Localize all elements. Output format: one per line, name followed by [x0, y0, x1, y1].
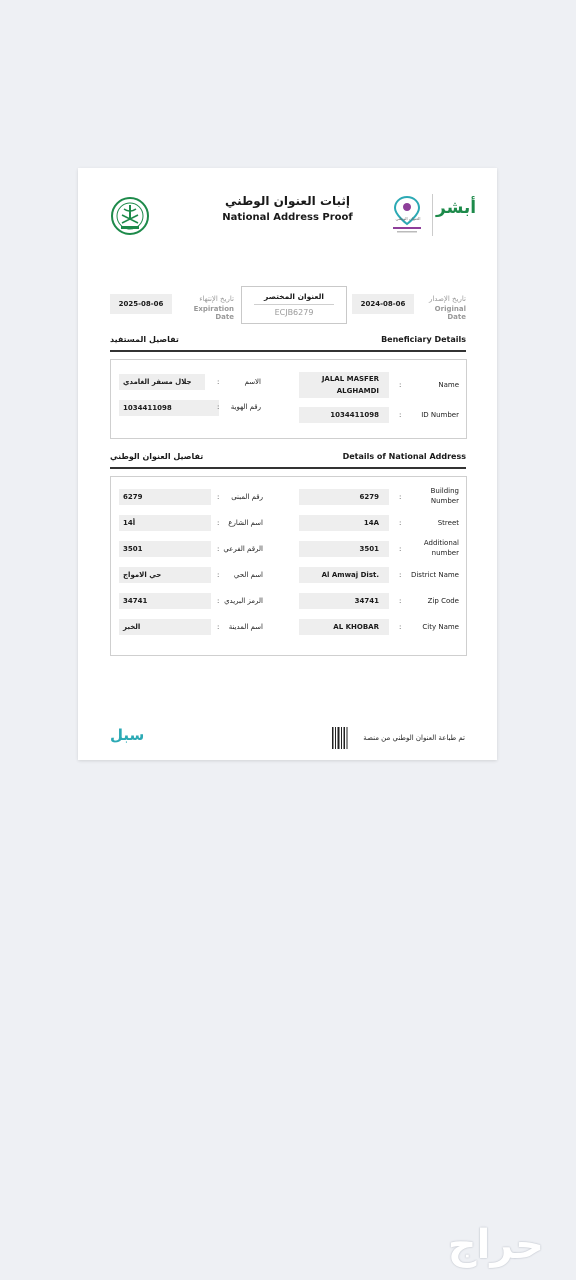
- colon: :: [399, 493, 402, 501]
- logo-divider: [432, 194, 433, 236]
- name-value-en: [299, 372, 389, 398]
- colon: :: [217, 519, 220, 527]
- address-label-en-line2: Number: [430, 497, 459, 505]
- beneficiary-heading: [110, 335, 466, 349]
- name-label-ar: الاسم: [244, 378, 261, 386]
- national-address-logo-text: العنوان الوطني: [395, 216, 421, 221]
- address-label-ar: اسم المدينة: [228, 623, 263, 631]
- address-label-en: Additional: [423, 539, 459, 547]
- expiration-date-value: 2025-08-06: [110, 294, 172, 314]
- colon: :: [217, 493, 220, 501]
- colon: :: [217, 545, 220, 553]
- address-value-ar: 34741: [119, 593, 211, 609]
- colon: :: [217, 597, 220, 605]
- spl-logo: سبل: [110, 726, 145, 744]
- id-label-ar: رقم الهوية: [230, 403, 261, 411]
- address-value-en: Al Amwaj Dist.: [299, 567, 389, 583]
- colon: :: [399, 381, 402, 389]
- address-label-en: Building: [430, 487, 459, 495]
- colon: :: [399, 571, 402, 579]
- beneficiary-heading-en: Beneficiary Details: [381, 335, 466, 344]
- beneficiary-heading-ar: تفاصيل المستفيد: [110, 335, 179, 344]
- address-label-ar: اسم الشارع: [228, 519, 263, 527]
- colon: :: [399, 597, 402, 605]
- address-label-en: District Name: [410, 571, 459, 579]
- id-value-ar: 1034411098: [119, 400, 219, 416]
- colon: :: [399, 519, 402, 527]
- issue-label-ar: تاريخ الإصدار: [428, 295, 466, 303]
- colon: :: [399, 623, 402, 631]
- address-heading-en: Details of National Address: [342, 452, 466, 461]
- address-label-en: Zip Code: [427, 597, 459, 605]
- absher-logo: أبشر: [436, 198, 477, 218]
- name-value-en-line1: JALAL MASFER: [321, 375, 379, 383]
- id-value-en: 1034411098: [299, 407, 389, 423]
- national-address-logo-icon: [389, 194, 425, 234]
- address-label-ar: الرقم الفرعي: [223, 545, 263, 553]
- address-label-en: City Name: [422, 623, 459, 631]
- colon: :: [217, 571, 220, 579]
- colon: :: [399, 411, 402, 419]
- barcode-icon: [332, 727, 348, 749]
- expiration-label-en: Expiration Date: [193, 305, 234, 321]
- colon: :: [217, 403, 220, 411]
- beneficiary-heading-rule: [110, 350, 466, 352]
- name-value-ar: جلال مسفر الغامدي: [119, 374, 205, 390]
- address-heading: [110, 452, 466, 466]
- address-value-ar: الخبر: [119, 619, 211, 635]
- address-value-ar: 14أ: [119, 515, 211, 531]
- short-address-divider: [254, 304, 334, 305]
- address-value-ar: 6279: [119, 489, 211, 505]
- issue-date-value: 2024-08-06: [352, 294, 414, 314]
- name-value-en-line2: ALGHAMDI: [336, 387, 379, 395]
- short-address-box: [241, 286, 347, 324]
- address-value-ar: حي الامواج: [119, 567, 211, 583]
- beneficiary-panel: [110, 359, 467, 439]
- address-label-en-line2: number: [431, 549, 459, 557]
- printed-from-text: تم طباعة العنوان الوطني من منصة: [363, 734, 465, 742]
- address-value-ar: 3501: [119, 541, 211, 557]
- address-label-ar: اسم الحي: [233, 571, 263, 579]
- colon: :: [399, 545, 402, 553]
- address-label-en: Street: [437, 519, 459, 527]
- short-address-label: العنوان المختصر: [264, 292, 324, 301]
- id-label-en: ID Number: [421, 411, 459, 419]
- address-label-ar: الرمز البريدي: [224, 597, 263, 605]
- document-title-en: National Address Proof: [222, 212, 353, 223]
- address-value-en: AL KHOBAR: [299, 619, 389, 635]
- address-value-en: 14A: [299, 515, 389, 531]
- colon: :: [217, 378, 220, 386]
- document-title-ar: إثبات العنوان الوطني: [224, 194, 351, 208]
- haraj-watermark-text: حراج: [447, 1222, 544, 1268]
- address-heading-rule: [110, 467, 466, 469]
- expiration-label-ar: تاريخ الإنتهاء: [199, 295, 234, 303]
- address-panel: [110, 476, 467, 656]
- short-address-value: ECJB6279: [274, 308, 314, 317]
- address-value-en: 34741: [299, 593, 389, 609]
- name-label-en: Name: [438, 381, 459, 389]
- address-document: [78, 168, 497, 760]
- address-heading-ar: تفاصيل العنوان الوطني: [110, 452, 204, 461]
- issue-label-en: Original Date: [434, 305, 466, 321]
- address-value-en: 3501: [299, 541, 389, 557]
- address-label-ar: رقم المبنى: [231, 493, 263, 501]
- address-value-en: 6279: [299, 489, 389, 505]
- colon: :: [217, 623, 220, 631]
- haraj-watermark: [340, 1222, 550, 1270]
